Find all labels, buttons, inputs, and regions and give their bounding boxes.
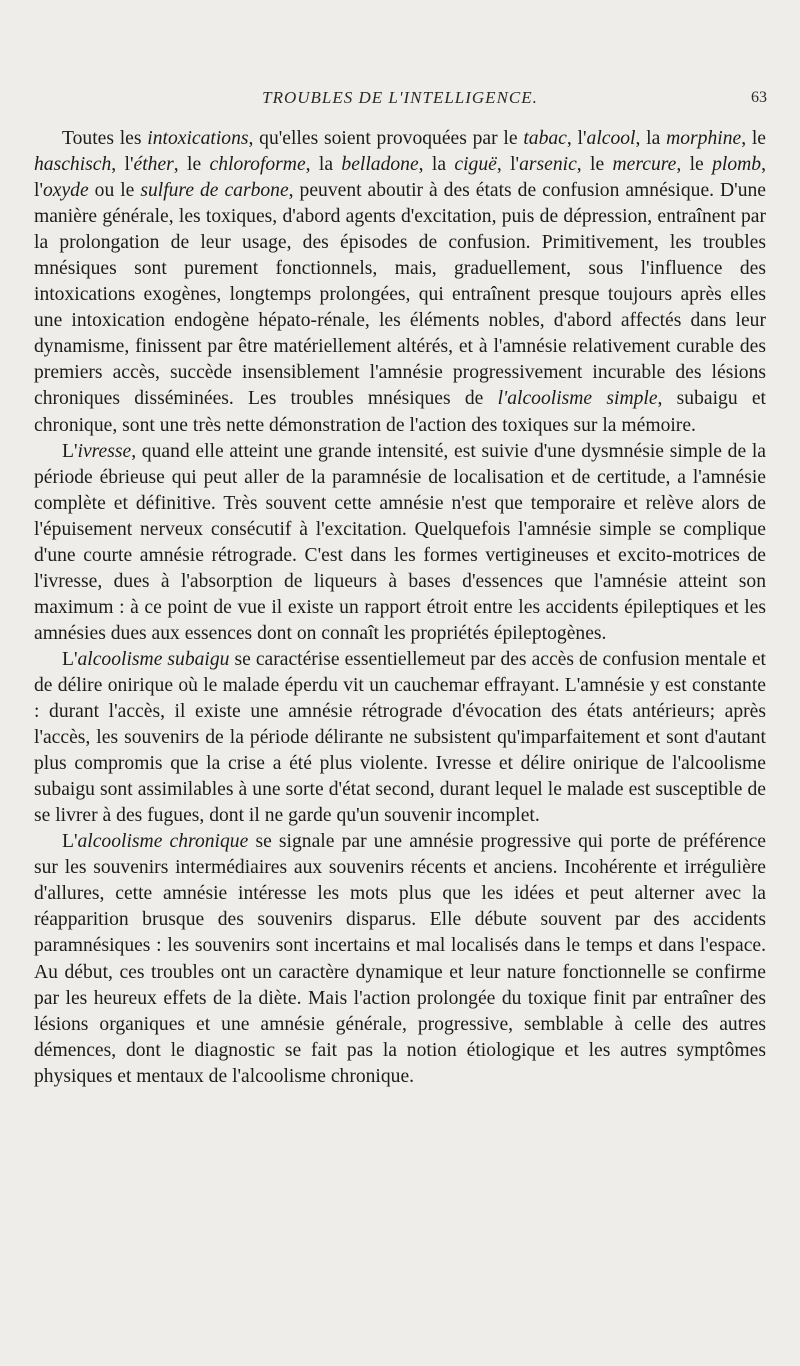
italic-term: morphine (666, 128, 742, 149)
italic-term: l'alcoolisme simple (497, 388, 658, 410)
italic-term: plomb (712, 154, 762, 176)
text-run: , le (741, 128, 766, 149)
italic-term: belladone (341, 154, 419, 176)
text-run: , le (676, 154, 713, 176)
italic-term: oxyde (42, 180, 89, 202)
paragraph (34, 126, 766, 439)
text-run: , qu'elles soient provoquées par le (248, 128, 524, 149)
italic-term: chloroforme (209, 154, 306, 176)
text-run: , l' (496, 154, 520, 176)
text-run: , subaigu et chronique, sont une très nette démonstration de l'action des toxiques sur la mémoire. (34, 388, 766, 436)
italic-term: alcool (586, 128, 636, 149)
italic-term: tabac (523, 128, 567, 149)
italic-term: mercure (612, 154, 677, 176)
text-run: L' (62, 648, 78, 670)
text-run: L' (62, 831, 78, 853)
paragraph (34, 439, 766, 647)
italic-term: alcoolisme chronique (77, 831, 249, 853)
text-run: , peuvent aboutir à des états de confusion amnésique. D'une manière générale, les toxiques, d'abord agents d'excitation, puis de dépression, entraînent par la prolongation de leur usage, des épisodes de confusion. Primitivement, les troubles mnésiques sont purement fonctionnels, mais, graduellement, sous l'influence des intoxications exogènes, longtemps prolongées, qui entraînent presque toujours après elles une intoxication endogène hépato-rénale, les éléments nobles, d'abord affectés dans leur dynamisme, finissent par être matériellement altérés, et à l'amnésie relativement curable des premiers accès, succède insensiblement l'amnésie progressivement incurable des lésions chroniques disséminées. Les troubles mnésiques de (34, 180, 766, 410)
page-number: 63 (751, 89, 767, 106)
italic-term: ciguë (454, 154, 497, 176)
text-run: , la (635, 128, 667, 149)
italic-term: alcoolisme subaigu (77, 648, 230, 670)
text-run: L' (62, 440, 78, 462)
italic-term: sulfure de carbone (140, 180, 289, 202)
text-run: , la (305, 154, 342, 176)
text-run: Toutes les (62, 128, 148, 149)
italic-term: intoxications (147, 128, 249, 149)
page-header (0, 88, 800, 114)
text-run: , l' (111, 154, 134, 176)
italic-term: haschisch (34, 154, 112, 176)
italic-term: arsenic (519, 154, 577, 176)
paragraph (34, 647, 766, 829)
italic-term: ivresse (77, 440, 132, 462)
running-title: TROUBLES DE L'INTELLIGENCE. (262, 88, 538, 107)
text-run: , le (576, 154, 613, 176)
text-run: , le (173, 154, 210, 176)
text-run: se caractérise essentiellemeut par des accès de confusion mentale et de délire onirique où le malade éperdu vit un cauchemar effrayant. L'amnésie y est constante : durant l'accès, il existe une amnésie rétrograde d'évocation des états antérieurs; après l'accès, les souvenirs de la période délirante ne subsistent qu'imparfaitement et sont d'autant plus compromis que la crise a été plus violente. Ivresse et délire onirique de l'alcoolisme subaigu sont assimilables à une sorte d'état second, durant lequel le malade est susceptible de se livrer à des fugues, dont il ne garde qu'un souvenir incomplet. (34, 648, 766, 827)
text-run: ou le (88, 180, 141, 202)
text-run: , quand elle atteint une grande intensité, est suivie d'une dysmnésie simple de la période ébrieuse qui peut aller de la paramnésie de localisation et de certitude, a l'amnésie complète et définitive. Très souvent cette amnésie n'est que temporaire et relève alors de l'épuisement nerveux consécutif à l'excitation. Quelquefois l'amnésie simple se complique d'une courte amnésie rétrograde. C'est dans les formes vertigineuses et excito-motrices de l'ivresse, dues à l'absorption de liqueurs à bases d'essences que l'amnésie atteint son maximum : à ce point de vue il existe un rapport étroit entre les accidents épileptiques et les amnésies dues aux essences dont on connaît les propriétés épileptogènes. (34, 440, 766, 644)
text-run: , l' (566, 128, 587, 149)
text-run: se signale par une amnésie progressive qui porte de préférence sur les souvenirs intermédiaires aux souvenirs récents et anciens. Incohérente et irrégulière d'allures, cette amnésie intéresse les mots plus que les idées et peut alterner avec la réapparition brusque des souvenirs disparus. Elle débute souvent par des accidents paramnésiques : les souvenirs sont incertains et mal localisés dans le temps et dans l'espace. Au début, ces troubles ont un caractère dynamique et leur nature fonctionnelle se confirme par les heureux effets de la diète. Mais l'action prolongée du toxique finit par entraîner des lésions organiques et une amnésie générale, progressive, semblable à celle des autres démences, dont le diagnostic se fait pas la notion étiologique et les autres symptômes physiques et mentaux de l'alcoolisme chronique. (34, 831, 767, 1087)
text-run: , l' (34, 154, 766, 202)
italic-term: éther (133, 154, 174, 176)
text-run: , la (418, 154, 455, 176)
body-text (34, 126, 766, 1090)
paragraph (34, 829, 766, 1089)
